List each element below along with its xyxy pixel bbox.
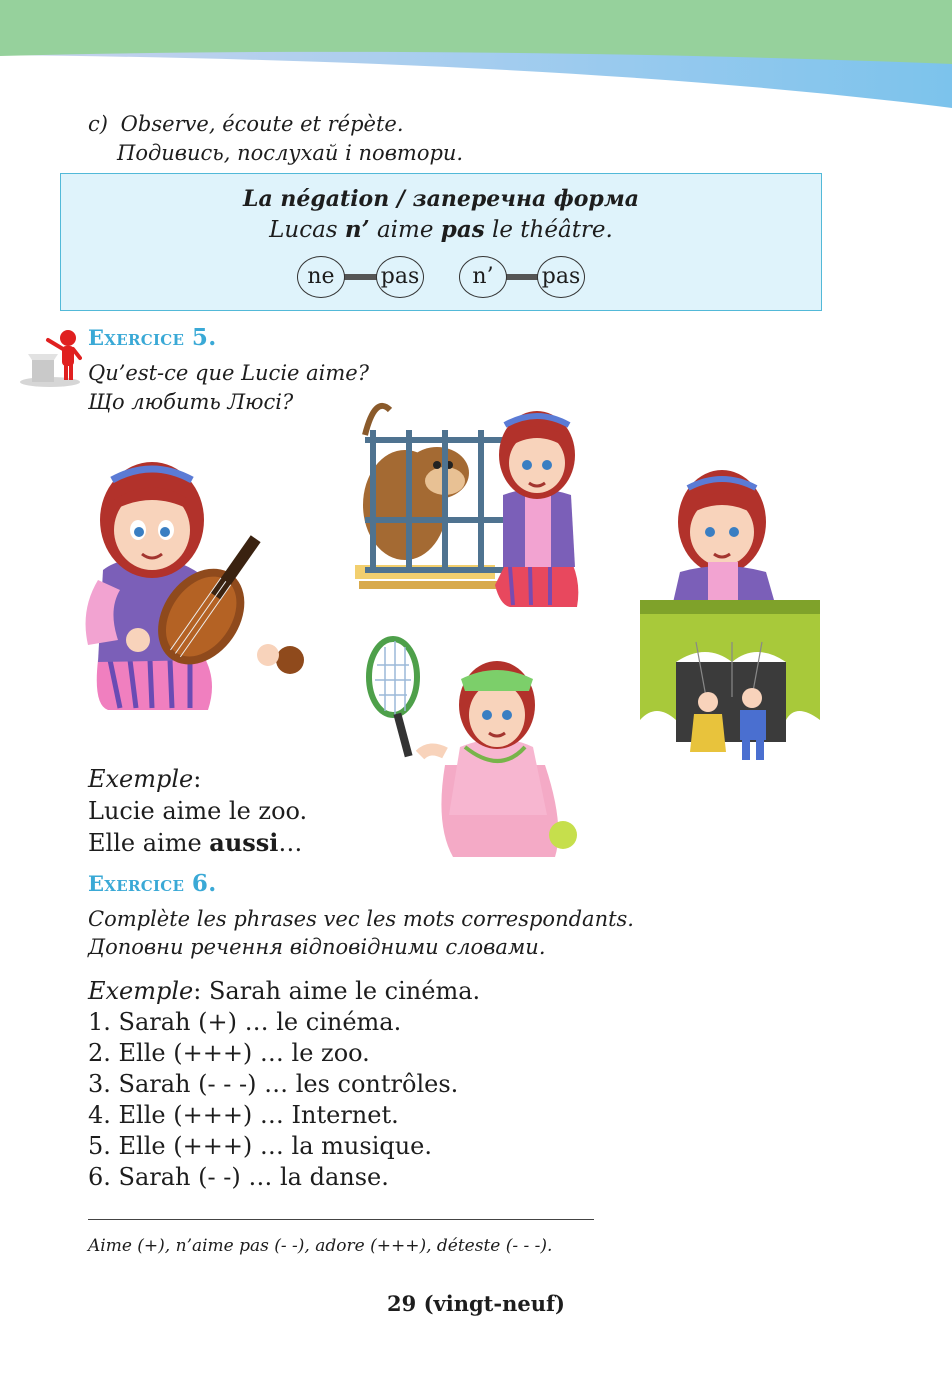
exercise-6-example-text: : Sarah aime le cinéma. (193, 977, 481, 1005)
task-c-line-fr (88, 110, 404, 139)
grammar-title: La négation / заперечна форма (243, 186, 639, 212)
task-c-marker: c) (88, 112, 108, 136)
exercise-6-item-3: 3. Sarah (- - -) … les contrôles. (88, 1070, 459, 1098)
exercise-5-number: 5. (191, 324, 217, 351)
exercise-6-example-label: Exemple (88, 977, 194, 1005)
negation-pill-ne: ne (297, 256, 345, 298)
footnote-separator (88, 1219, 594, 1220)
exercise-6-item-1: 1. Sarah (+) … le cinéma. (88, 1008, 402, 1036)
footnote: Aime (+), n’aime pas (- -), adore (+++), déteste (- - -). (88, 1236, 553, 1256)
task-c-text-ua: Подивись, послухай і повтори. (117, 141, 464, 165)
exercise-5-example-line-2-bold: aussi (209, 828, 279, 857)
grammar-box (60, 173, 822, 311)
exercise-6-number: 6. (191, 870, 217, 897)
exercise-5-title-prefix: Exercice (88, 325, 185, 350)
top-banner (0, 0, 952, 110)
exercise-6-item-5: 5. Elle (+++) … la musique. (88, 1132, 433, 1160)
girl-tennis-illustration (365, 635, 590, 865)
girl-violin-illustration (78, 450, 306, 712)
exercise-6-example (88, 976, 480, 1007)
girl-zoo-monkey-illustration (345, 395, 585, 610)
negation-pill-pas-1: pas (376, 256, 424, 298)
exercise-5-example-line-2-end: … (278, 829, 303, 857)
exercise-5-example-line-2-start: Elle aime (88, 829, 210, 857)
page-number-words: (vingt-neuf) (423, 1291, 565, 1316)
exercise-5-title (88, 324, 217, 351)
grammar-example-end: le théâtre. (484, 217, 613, 243)
exercise-5-question-ua: Що любить Люсі? (88, 390, 294, 414)
exercise-5-example-label-line (88, 764, 201, 795)
exercise-5-question-fr: Qu’est-ce que Lucie aime? (88, 361, 369, 385)
negation-pill-n: n’ (459, 256, 507, 298)
page-number (0, 1291, 952, 1316)
grammar-example-pas: pas (440, 216, 485, 243)
exercise-6-title-prefix: Exercice (88, 871, 185, 896)
exercise-6-item-4: 4. Elle (+++) … Internet. (88, 1101, 399, 1129)
grammar-example (61, 216, 821, 243)
exercise-5-example-colon: : (193, 765, 202, 793)
exercise-5-example-line-1: Lucie aime le zoo. (88, 797, 308, 825)
exercise-6-title (88, 870, 217, 897)
grammar-example-start: Lucas (269, 217, 345, 243)
grammar-example-ne: n’ (344, 216, 370, 243)
negation-pill-pas-2: pas (537, 256, 585, 298)
girl-puppet-theatre-illustration (636, 462, 828, 772)
exercise-6-instruction-fr: Complète les phrases vec les mots correspondants. (88, 907, 634, 931)
exercise-5-example-line-2 (88, 827, 302, 859)
page-number-value: 29 (387, 1291, 417, 1316)
teacher-at-lectern-icon (18, 326, 82, 388)
grammar-example-mid: aime (369, 217, 441, 243)
task-c-text-fr: Observe, écoute et répète. (120, 112, 404, 136)
exercise-6-item-2: 2. Elle (+++) … le zoo. (88, 1039, 370, 1067)
exercise-6-item-6: 6. Sarah (- -) … la danse. (88, 1163, 389, 1191)
exercise-6-instruction-ua: Доповни речення відповідними словами. (88, 935, 546, 959)
exercise-5-example-label: Exemple (88, 765, 194, 793)
